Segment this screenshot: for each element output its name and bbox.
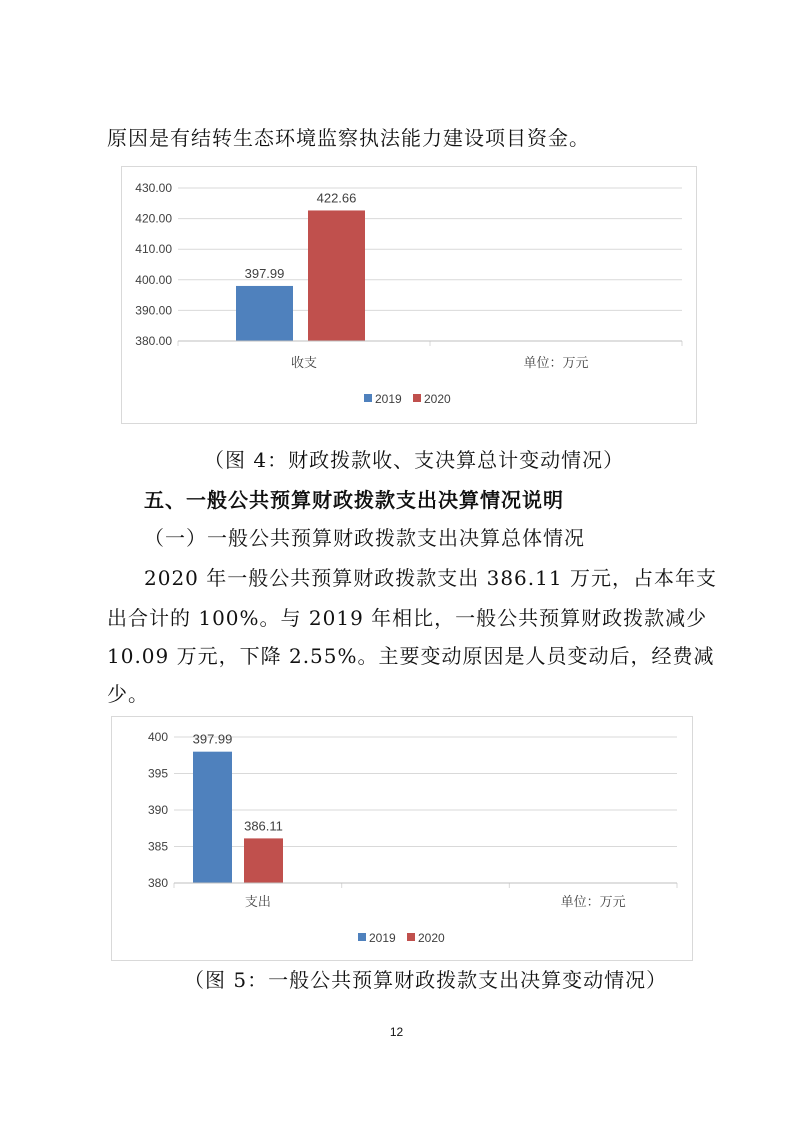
y-tick-label: 380.00 — [135, 334, 172, 348]
data-label: 397.99 — [244, 265, 285, 281]
legend-label: 2019 — [369, 931, 396, 945]
y-tick-label: 395 — [147, 766, 168, 781]
legend-label: 2020 — [418, 931, 445, 945]
bar-2019 — [193, 752, 232, 883]
y-tick-label: 410.00 — [135, 242, 172, 257]
legend-swatch-2019 — [358, 933, 366, 941]
bar-2019 — [236, 286, 293, 341]
paragraph-line-4: 少。 — [107, 682, 149, 706]
intro-line: 原因是有结转生态环境监察执法能力建设项目资金。 — [107, 126, 590, 150]
paragraph-line-3: 10.09 万元，下降 2.55%。主要变动原因是人员变动后，经费减 — [107, 644, 715, 668]
chart-4-svg — [122, 167, 696, 423]
bar-2020 — [244, 838, 283, 883]
category-label: 收支 — [290, 355, 318, 370]
legend-swatch-2019 — [364, 394, 372, 402]
y-tick-label: 390.00 — [135, 303, 172, 318]
figure-4-caption: （图 4：财政拨款收、支决算总计变动情况） — [204, 448, 625, 472]
page-number: 12 — [389, 1025, 404, 1039]
bar-2020 — [308, 210, 365, 341]
data-label: 386.11 — [244, 818, 283, 834]
y-tick-label: 400.00 — [135, 272, 172, 287]
y-tick-label: 380 — [147, 876, 168, 890]
figure-5-caption: （图 5：一般公共预算财政拨款支出决算变动情况） — [184, 968, 668, 992]
y-tick-label: 430.00 — [135, 181, 172, 195]
category-label: 单位：万元 — [523, 355, 589, 370]
y-tick-label: 390 — [147, 803, 168, 817]
legend-swatch-2020 — [413, 394, 421, 402]
y-tick-label: 420.00 — [135, 211, 172, 226]
chart-4 — [121, 166, 697, 424]
section-heading: 五、一般公共预算财政拨款支出决算情况说明 — [144, 488, 564, 512]
legend-label: 2020 — [424, 392, 451, 406]
y-tick-label: 385 — [147, 839, 168, 854]
chart-5-svg — [112, 717, 692, 960]
paragraph-line-2: 出合计的 100%。与 2019 年相比，一般公共预算财政拨款减少 — [107, 606, 708, 630]
legend-swatch-2020 — [407, 933, 415, 941]
data-label: 397.99 — [192, 731, 233, 747]
legend-label: 2019 — [375, 392, 402, 406]
category-label: 单位：万元 — [560, 894, 626, 909]
y-tick-label: 400 — [147, 730, 168, 744]
chart-5 — [111, 716, 693, 961]
category-label: 支出 — [244, 894, 271, 909]
data-label: 422.66 — [316, 190, 357, 206]
paragraph-line-1: 2020 年一般公共预算财政拨款支出 386.11 万元，占本年支 — [144, 566, 717, 590]
subsection-heading: （一）一般公共预算财政拨款支出决算总体情况 — [144, 526, 585, 550]
